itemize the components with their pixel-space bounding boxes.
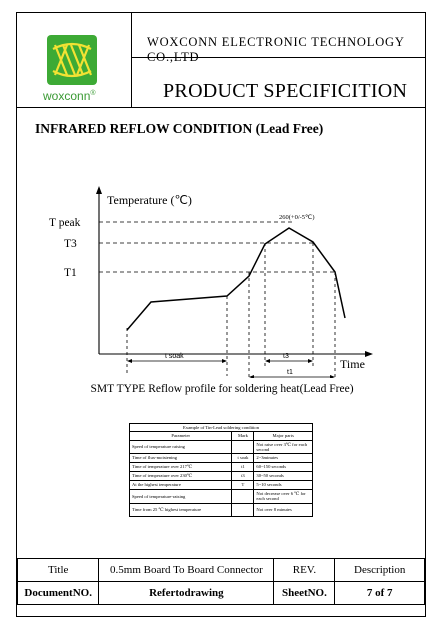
footer-description-label: Description (335, 559, 425, 582)
table-row: Time from 25 ℃ highest temperature Not over 8 minutes (130, 503, 313, 516)
woxconn-logo-icon (47, 35, 97, 85)
level-label-tpeak: T peak (49, 217, 81, 229)
logo-text: woxconn (43, 89, 91, 103)
col-header-major-parts: Major parts (254, 432, 313, 440)
table-row: Time of temperature over 217℃ t1 60~150 seconds (130, 463, 313, 472)
t1-label: t1 (287, 369, 293, 376)
table-row: Speed of temperature raising Not raise over 3℃ for each second (130, 440, 313, 454)
footer-sheet-label: SheetNO. (274, 582, 335, 605)
level-label-t3: T3 (64, 238, 77, 250)
logo-cell (17, 13, 132, 107)
y-axis-label: Temperature (℃) (107, 193, 192, 207)
diagram-caption: SMT TYPE Reflow profile for soldering heat(Lead Free) (90, 383, 354, 395)
t-soak-label: t soak (165, 353, 184, 360)
header-bottom-rule (17, 107, 425, 108)
footer-table (17, 558, 425, 605)
table-row: Time of flux-moistening t soak 2~3minutes (130, 454, 313, 463)
footer-sheet-value: 7 of 7 (335, 582, 425, 605)
table-row: At the highest temperature T 5~10 seconds (130, 481, 313, 490)
footer-title-value: 0.5mm Board To Board Connector (99, 559, 274, 582)
footer-rev-label: REV. (274, 559, 335, 582)
level-label-t1: T1 (64, 267, 77, 279)
footer-title-label: Title (18, 559, 99, 582)
x-axis-label: Time (340, 357, 365, 371)
header-divider (131, 57, 425, 58)
reflow-profile-diagram (17, 178, 425, 378)
table-row: Speed of temperature-raising Not decrease over 6 ℃ for each second (130, 490, 313, 504)
table-row: Time of temperature over 230℃ t3 30~50 seconds (130, 472, 313, 481)
peak-annotation: 260(+0/-5℃) (279, 214, 315, 221)
col-header-mark: Mark (232, 432, 254, 440)
footer-docno-value: Refertodrawing (99, 582, 274, 605)
logo-registered-mark: ® (90, 90, 96, 97)
document-title: PRODUCT SPECIFICITION (163, 80, 408, 102)
logo-wordmark (43, 89, 96, 103)
condition-table (129, 423, 313, 517)
footer-docno-label: DocumentNO. (18, 582, 99, 605)
spec-page (16, 12, 426, 617)
condition-table-title: Example of Tin-Lead soldering condition (130, 424, 313, 432)
col-header-parameter: Parameter (130, 432, 232, 440)
condition-table-wrap (129, 423, 313, 517)
t3-label: t3 (283, 353, 289, 360)
footer-block (17, 558, 425, 605)
section-title: INFRARED REFLOW CONDITION (Lead Free) (35, 121, 324, 136)
x-axis-arrow-icon (365, 351, 373, 357)
y-axis-arrow-icon (96, 186, 102, 194)
company-name: WOXCONN ELECTRONIC TECHNOLOGY CO.,LTD (147, 35, 405, 64)
